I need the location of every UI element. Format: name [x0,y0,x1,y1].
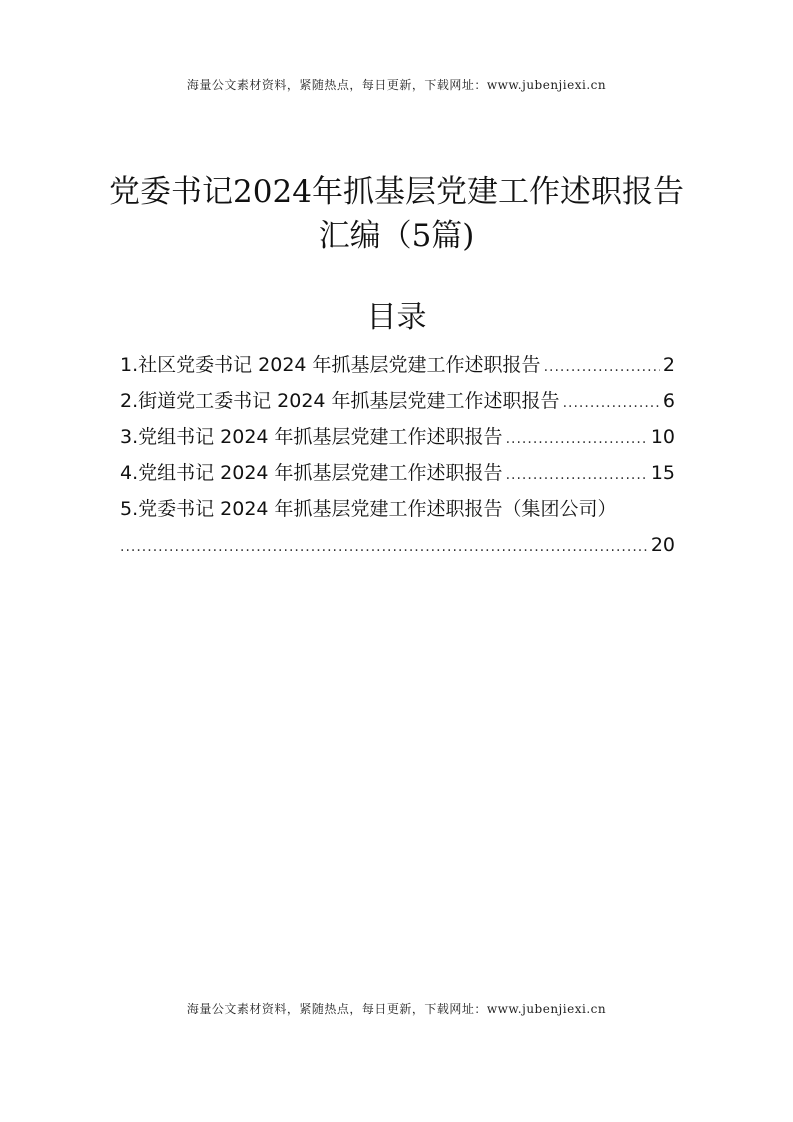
toc-leader-dots [506,419,648,457]
toc-entry-label: 3.党组书记 2024 年抓基层党建工作述职报告 [120,426,503,448]
title-line-1: 党委书记2024年抓基层党建工作述职报告 [109,174,684,210]
toc-leader-dots [544,347,660,385]
toc-page-number: 6 [662,390,675,412]
toc-entry-label: 2.街道党工委书记 2024 年抓基层党建工作述职报告 [120,390,560,412]
toc-entry-leader-line [120,527,675,563]
table-of-contents [120,347,675,563]
toc-page-number: 15 [650,462,675,484]
toc-page-number: 10 [650,426,675,448]
document-title [100,170,693,258]
toc-page-number: 2 [662,354,675,376]
toc-leader-dots [506,455,648,493]
toc-entry-3[interactable] [120,419,675,455]
toc-leader-dots [120,527,648,565]
toc-page-number: 20 [650,534,675,556]
toc-entry-4[interactable] [120,455,675,491]
toc-entry-label: 1.社区党委书记 2024 年抓基层党建工作述职报告 [120,354,541,376]
toc-entry-5[interactable] [120,491,675,563]
toc-heading: 目录 [366,300,427,335]
toc-entry-label: 4.党组书记 2024 年抓基层党建工作述职报告 [120,462,503,484]
page-footer: 海量公文素材资料，紧随热点，每日更新，下载网址：www.jubenjiexi.cn [186,1002,607,1016]
page-header: 海量公文素材资料，紧随热点，每日更新，下载网址：www.jubenjiexi.cn [186,78,607,92]
toc-entry-2[interactable] [120,383,675,419]
toc-entry-1[interactable] [120,347,675,383]
toc-leader-dots [563,383,660,421]
toc-entry-label: 5.党委书记 2024 年抓基层党建工作述职报告（集团公司） [120,498,617,520]
title-line-2: 汇编（5篇) [318,218,475,254]
